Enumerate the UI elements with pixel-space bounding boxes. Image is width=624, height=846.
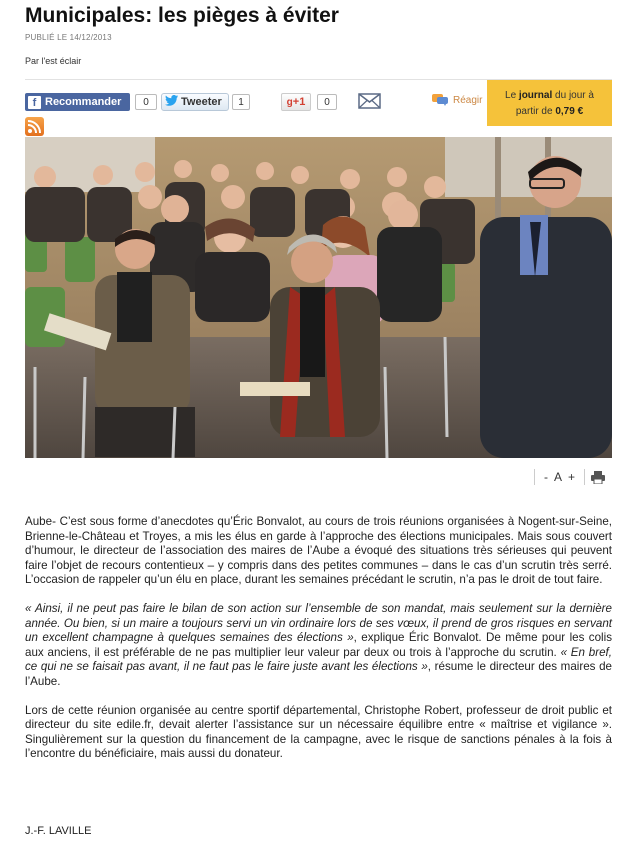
mail-icon[interactable] bbox=[358, 93, 381, 109]
quote-text: « Ainsi, il ne peut pas faire le bilan de son action sur l’ensemble de son mandat, mais seulement sur la dernière année. Ou bien, si un maire a toujours servi un vin ordinaire lors de ses vœux, il prend de gros risques en servant un excellent champagne à quelques semaines des élections » bbox=[25, 601, 612, 645]
quote-text: « En bref, ce qui ne se faisait pas avant, il ne faut pas le faire juste avant les élections » bbox=[25, 645, 612, 674]
paragraph-text: , résume le directeur des maires de l’Aube. bbox=[25, 660, 612, 688]
print-icon[interactable] bbox=[591, 471, 605, 484]
article-body bbox=[25, 515, 612, 776]
gplus-button[interactable] bbox=[281, 93, 311, 111]
comment-icon bbox=[432, 94, 448, 106]
twitter-label: Tweeter bbox=[181, 96, 222, 108]
gplus-count: 0 bbox=[317, 94, 337, 110]
article-paragraph bbox=[25, 602, 612, 690]
react-link[interactable] bbox=[432, 94, 482, 106]
facebook-icon: f bbox=[28, 96, 41, 109]
facebook-recommend-button[interactable] bbox=[25, 93, 130, 111]
article-photo bbox=[25, 137, 612, 458]
tweet-button[interactable] bbox=[161, 93, 229, 111]
promo-line-2: partir de 0,79 € bbox=[515, 106, 584, 117]
divider bbox=[534, 469, 535, 485]
paragraph-text: Lors de cette réunion organisée au centre sportif départemental, Christophe Robert, professeur de droit public et directeur du site edile.fr, devait alerter l’assistance sur un nécessaire équilibre entre « maîtrise et vigilance ». Singulièrement sur la question du financement de la campagne, avec le risque de sanctions pénales à la fois à l’encontre du bénéficiaire, mais aussi du donateur. bbox=[25, 703, 612, 761]
paragraph-text: Aube- C’est sous forme d’anecdotes qu’Éric Bonvalot, au cours de trois réunions organisées à Nogent-sur-Seine, Brienne-le-Château et Troyes, a mis les élus en garde à l’approche des élections municipales. Mais sous couvert d’humour, le directeur de l’association des maires de l’Aube a évoqué des situations très sérieuses qui peuvent faire l’objet de recours contentieux – y compris dans des petites communes – dans le cas d’un scrutin très serré. L’occasion de rappeler qu’un élu en place, durant les semaines précédant le scrutin, n’a pas le droit de tout faire. bbox=[25, 515, 612, 587]
font-tools bbox=[528, 468, 605, 486]
facebook-count: 0 bbox=[135, 94, 157, 110]
byline: Par l'est éclair bbox=[25, 56, 82, 66]
rss-icon[interactable] bbox=[25, 117, 44, 136]
article-paragraph bbox=[25, 515, 612, 588]
gplus-label: +1 bbox=[292, 96, 306, 108]
react-label: Réagir bbox=[453, 94, 483, 106]
font-size-icon: A bbox=[554, 470, 563, 484]
newspaper-promo[interactable] bbox=[487, 80, 612, 126]
facebook-label: Recommander bbox=[45, 96, 122, 108]
article-paragraph bbox=[25, 704, 612, 762]
twitter-icon bbox=[165, 95, 178, 109]
promo-line-1: Le journal du jour à bbox=[505, 90, 594, 101]
font-decrease-button[interactable]: - bbox=[544, 470, 548, 484]
font-increase-button[interactable]: + bbox=[568, 470, 576, 484]
gplus-icon: g bbox=[286, 97, 293, 108]
paragraph-text: , explique Éric Bonvalot. De même pour les colis aux anciens, il est préférable de ne pas multiplier leur valeur par deux ou trois à l’approche du scrutin. bbox=[25, 631, 612, 659]
article-title: Municipales: les pièges à éviter bbox=[25, 4, 339, 27]
divider bbox=[584, 469, 585, 485]
publish-date: PUBLIÉ LE 14/12/2013 bbox=[25, 33, 112, 42]
author: J.-F. LAVILLE bbox=[25, 825, 92, 837]
twitter-count: 1 bbox=[232, 94, 250, 110]
